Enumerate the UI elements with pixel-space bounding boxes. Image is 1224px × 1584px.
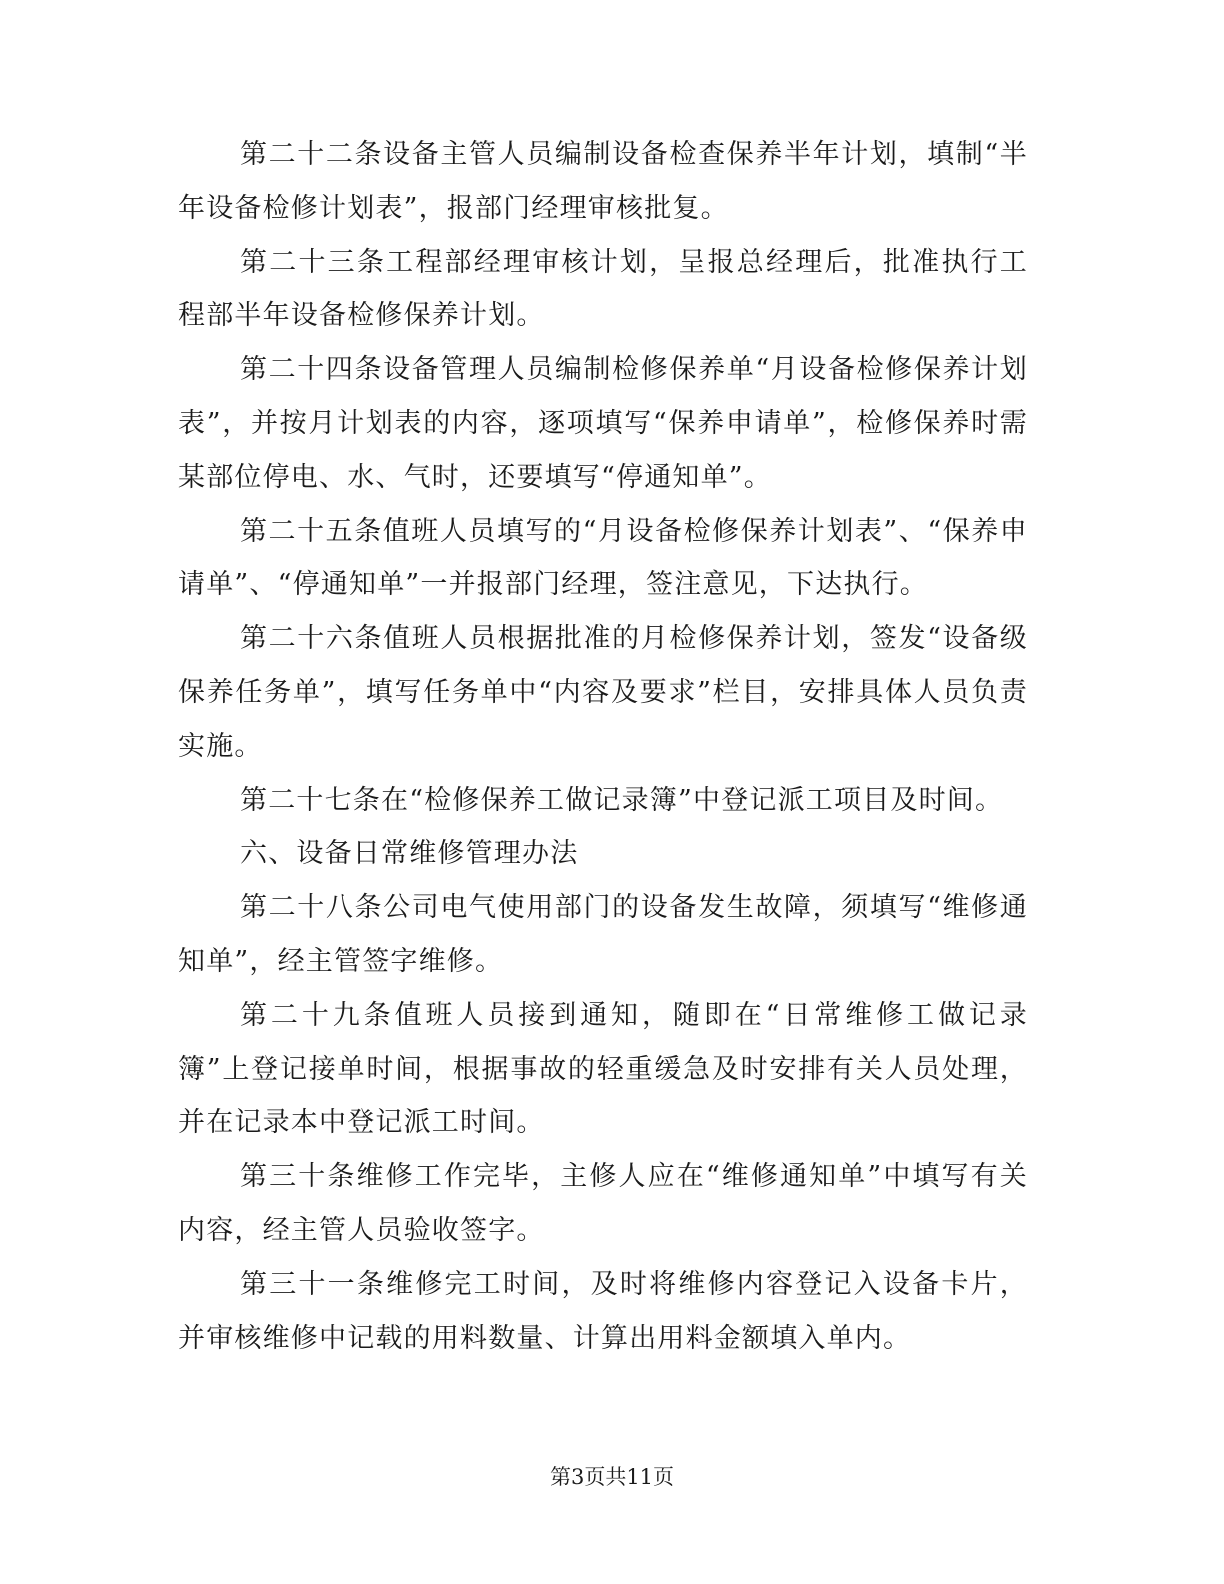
article-29: 第二十九条值班人员接到通知，随即在“日常维修工做记录簿”上登记接单时间，根据事故的轻重缓急及时安排有关人员处理，并在记录本中登记派工时间。 <box>178 999 1028 1139</box>
article-25: 第二十五条值班人员填写的“月设备检修保养计划表”、“保养申请单”、“停通知单”一并报部门经理，签注意见，下达执行。 <box>178 515 1028 601</box>
article-27: 第二十七条在“检修保养工做记录簿”中登记派工项目及时间。 <box>240 784 1004 816</box>
article-31: 第三十一条维修完工时间，及时将维修内容登记入设备卡片，并审核维修中记载的用料数量、计算出用料金额填入单内。 <box>178 1268 1028 1354</box>
article-30: 第三十条维修工作完毕，主修人应在“维修通知单”中填写有关内容，经主管人员验收签字。 <box>178 1161 1028 1246</box>
article-24: 第二十四条设备管理人员编制检修保养单“月设备检修保养计划表”，并按月计划表的内容，逐项填写“保养申请单”，检修保养时需某部位停电、水、气时，还要填写“停通知单”。 <box>178 354 1028 493</box>
article-22: 第二十二条设备主管人员编制设备检查保养半年计划，填制“半年设备检修计划表”，报部门经理审核批复。 <box>178 139 1028 224</box>
article-28: 第二十八条公司电气使用部门的设备发生故障，须填写“维修通知单”，经主管签字维修。 <box>178 892 1028 977</box>
article-23: 第二十三条工程部经理审核计划，呈报总经理后，批准执行工程部半年设备检修保养计划。 <box>178 246 1028 332</box>
article-26: 第二十六条值班人员根据批准的月检修保养计划，签发“设备级保养任务单”，填写任务单中“内容及要求”栏目，安排具体人员负责实施。 <box>178 623 1028 762</box>
section-heading: 六、设备日常维修管理办法 <box>240 838 579 870</box>
page-number: 第3页共11页 <box>549 1465 675 1489</box>
document-body <box>178 128 1028 1365</box>
